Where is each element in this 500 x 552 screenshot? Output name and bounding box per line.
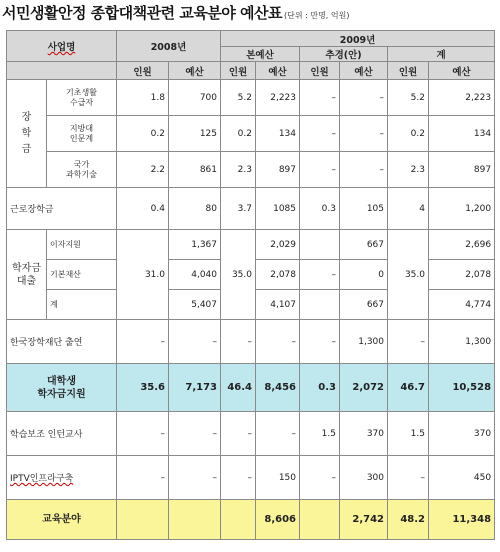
header-row-years [7,31,495,47]
title-bar [2,2,498,28]
table-row-foundation: 한국장학재단 출연 – – – – – 1,300 – 1,300 [7,320,495,364]
header-persons-main: 인원 [221,62,256,80]
table-row-local-talent: 지방대 인문계 0.2 125 0.2 134 – – 0.2 134 [7,116,495,152]
group-scholarship: 장 학 금 [7,80,47,188]
group-student-loan: 학자금 대출 [7,230,47,320]
header-row-fields [7,62,495,80]
table-row-education-total: 교육분야 8,606 2,742 48.2 11,348 [7,500,495,540]
unit-note: (단위 : 만명, 억원) [283,11,350,20]
header-budget-main: 예산 [256,62,300,80]
header-persons-2008: 인원 [117,62,169,80]
header-budget-2008: 예산 [169,62,221,80]
table-row-work-scholarship: 근로장학금 0.4 80 3.7 1085 0.3 105 4 1,200 [7,188,495,230]
table-row-interest-support: 학자금 대출 이자지원 31.0 1,367 35.0 2,029 667 35.0 2,696 [7,230,495,260]
table-row-university-total: 대학생 학자금지원 35.6 7,173 46.4 8,456 0.3 2,072 46.7 10,528 [7,364,495,412]
table-row-basic-fund: 기본재산 4,040 2,078 – 0 2,078 [7,260,495,290]
budget-table [6,30,495,540]
page-title: 서민생활안정 종합대책관련 교육분야 예산표 [2,4,282,22]
table-row-loan-subtotal: 계 5,407 4,107 667 4,774 [7,290,495,320]
header-main-budget: 본예산 [221,47,300,62]
header-persons-total: 인원 [388,62,429,80]
header-persons-supp: 인원 [300,62,340,80]
header-budget-total: 예산 [429,62,495,80]
table-row-tutor-intern: 학습보조 인턴교사 – – – – 1.5 370 1.5 370 [7,412,495,456]
header-category: 사업명 [7,31,117,62]
header-2009: 2009년 [221,31,495,47]
header-total: 계 [388,47,495,62]
header-supplementary: 추경(안) [300,47,388,62]
table-row-national-science: 국가 과학기술 2.2 861 2.3 897 – – 2.3 897 [7,152,495,188]
header-2008: 2008년 [117,31,221,62]
header-budget-supp: 예산 [340,62,388,80]
table-row-basic-living: 장 학 금 기초생활 수급자 1.8 700 5.2 2,223 – – 5.2 2,223 [7,80,495,116]
table-row-iptv: IPTV인프라구축 – – – 150 – 300 – 450 [7,456,495,500]
